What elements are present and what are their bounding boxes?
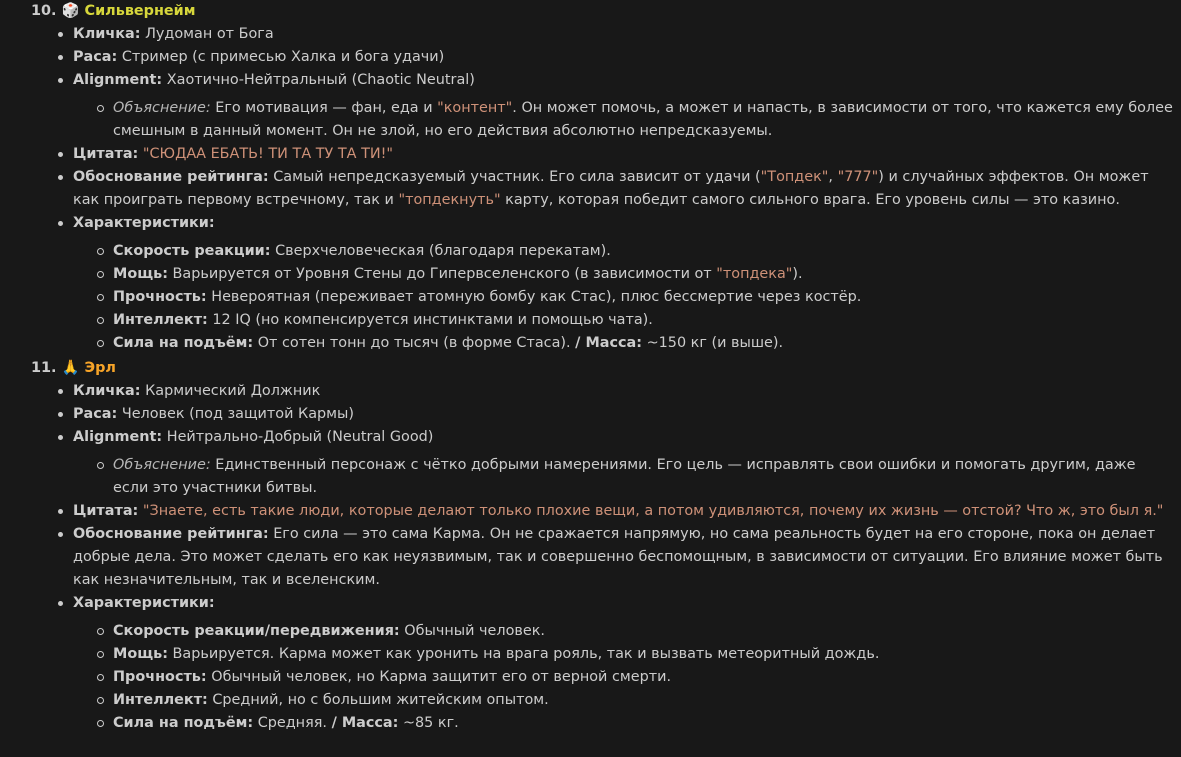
list-item-rating bbox=[73, 166, 1173, 212]
field-value: . Он может помочь, а может и напасть, в зависимости от того, что кажется ему более смешным в данный момент. Он не злой, но его действия абсолютно непредсказуемы. bbox=[113, 100, 1173, 139]
list-item-alignment bbox=[73, 69, 1173, 143]
field-label: Мощь: bbox=[113, 646, 168, 662]
quoted-text: "Знаете, есть такие люди, которые делают только плохие вещи, а потом удивляются, почему их жизнь — отстой? Что ж, это был я." bbox=[138, 503, 1164, 519]
stat-durability bbox=[113, 286, 1173, 309]
stats-list bbox=[73, 240, 1173, 355]
field-label: Цитата: bbox=[73, 503, 139, 519]
field-label: Сила на подъём: bbox=[113, 715, 254, 731]
stat-intellect bbox=[113, 689, 1173, 712]
field-label: Обоснование рейтинга: bbox=[73, 526, 269, 542]
field-value: ) и случайных эффектов. Он может как проиграть первому встречному, так и bbox=[73, 169, 1149, 208]
dice-icon: 🎲 bbox=[61, 3, 80, 19]
list-item-stats bbox=[73, 212, 1173, 355]
stat-power bbox=[113, 643, 1173, 666]
stat-reaction bbox=[113, 620, 1173, 643]
list-item-quote bbox=[73, 143, 1173, 166]
field-label: Прочность: bbox=[113, 289, 207, 305]
praying-hands-icon: 🙏 bbox=[61, 360, 80, 376]
field-value: Его мотивация — фан, еда и bbox=[210, 100, 438, 116]
field-label: Раса: bbox=[73, 406, 118, 422]
list-item-explanation bbox=[113, 97, 1173, 143]
field-label: Объяснение: bbox=[113, 100, 211, 116]
quoted-text: "Топдек" bbox=[760, 169, 829, 185]
field-label: Кличка: bbox=[73, 26, 141, 42]
field-label: Мощь: bbox=[113, 266, 168, 282]
field-value: Нейтрально-Добрый (Neutral Good) bbox=[162, 429, 434, 445]
list-item-alignment bbox=[73, 426, 1173, 500]
quoted-text: "СЮДАА ЕБАТЬ! ТИ ТА ТУ ТА ТИ!" bbox=[138, 146, 394, 162]
field-value: ~150 кг (и выше). bbox=[642, 335, 784, 351]
field-value: Обычный человек. bbox=[399, 623, 546, 639]
field-value: Его сила — это сама Карма. Он не сражается напрямую, но сама реальность будет на его стороне, пока он делает добрые дела. Это может сделать его как неуязвимым, так и совершенно беспомощным, в зависимости от ситуации. Его влияние может быть как незначительным, так и вселенским. bbox=[73, 526, 1163, 588]
field-value: Варьируется от Уровня Стены до Гипервселенского (в зависимости от bbox=[167, 266, 717, 282]
field-value: Стример (с примесью Халка и бога удачи) bbox=[117, 49, 445, 65]
field-value: ). bbox=[792, 266, 803, 282]
field-label: Интеллект: bbox=[113, 692, 208, 708]
character-details bbox=[33, 380, 1173, 735]
list-item-stats bbox=[73, 592, 1173, 735]
field-label: Характеристики: bbox=[73, 595, 215, 611]
field-value: Сверхчеловеческая (благодаря перекатам). bbox=[270, 243, 611, 259]
character-heading-silvername bbox=[31, 0, 1171, 23]
field-label: Сила на подъём: bbox=[113, 335, 254, 351]
sub-list bbox=[73, 97, 1173, 143]
stats-list bbox=[73, 620, 1173, 735]
field-label: / Масса: bbox=[331, 715, 399, 731]
list-item-race bbox=[73, 46, 1173, 69]
field-value: Обычный человек, но Карма защитит его от верной смерти. bbox=[206, 669, 672, 685]
field-label: Цитата: bbox=[73, 146, 139, 162]
list-item-nickname bbox=[73, 380, 1173, 403]
field-label: Раса: bbox=[73, 49, 118, 65]
field-value: От сотен тонн до тысяч (в форме Стаса). bbox=[253, 335, 576, 351]
list-item-explanation bbox=[113, 454, 1173, 500]
field-value: Хаотично-Нейтральный (Chaotic Neutral) bbox=[162, 72, 475, 88]
field-value: Человек (под защитой Кармы) bbox=[117, 406, 355, 422]
stat-lift bbox=[113, 712, 1173, 735]
field-label: Скорость реакции/передвижения: bbox=[113, 623, 400, 639]
character-name: Сильвернейм bbox=[84, 3, 196, 19]
field-label: Интеллект: bbox=[113, 312, 208, 328]
field-value: карту, которая победит самого сильного врага. Его уровень силы — это казино. bbox=[500, 192, 1120, 208]
list-item-rating bbox=[73, 523, 1173, 592]
field-value: Самый непредсказуемый участник. Его сила зависит от удачи ( bbox=[268, 169, 761, 185]
field-label: Кличка: bbox=[73, 383, 141, 399]
field-value: Средняя. bbox=[253, 715, 332, 731]
field-label: Обоснование рейтинга: bbox=[73, 169, 269, 185]
field-value: Средний, но с большим житейским опытом. bbox=[207, 692, 549, 708]
quoted-text: "контент" bbox=[437, 100, 513, 116]
list-item-nickname bbox=[73, 23, 1173, 46]
character-heading-earl bbox=[31, 357, 1171, 380]
list-item-quote bbox=[73, 500, 1173, 523]
field-label: Alignment: bbox=[73, 429, 163, 445]
stat-power bbox=[113, 263, 1173, 286]
field-value: Кармический Должник bbox=[140, 383, 321, 399]
stat-reaction bbox=[113, 240, 1173, 263]
field-label: Alignment: bbox=[73, 72, 163, 88]
item-number: 11. bbox=[31, 360, 57, 376]
field-value: Невероятная (переживает атомную бомбу как Стас), плюс бессмертие через костёр. bbox=[206, 289, 862, 305]
field-value: 12 IQ (но компенсируется инстинктами и помощью чата). bbox=[207, 312, 653, 328]
quoted-text: "777" bbox=[837, 169, 879, 185]
stat-durability bbox=[113, 666, 1173, 689]
field-value: Единственный персонаж с чётко добрыми намерениями. Его цель — исправлять свои ошибки и помогать другим, даже если это участники битвы. bbox=[113, 457, 1136, 496]
stat-intellect bbox=[113, 309, 1173, 332]
field-label: Прочность: bbox=[113, 669, 207, 685]
field-value: Варьируется. Карма может как уронить на врага рояль, так и вызвать метеоритный дождь. bbox=[167, 646, 880, 662]
field-value: ~85 кг. bbox=[398, 715, 459, 731]
field-label: / Масса: bbox=[575, 335, 642, 351]
list-item-race bbox=[73, 403, 1173, 426]
item-number: 10. bbox=[31, 3, 57, 19]
character-name: Эрл bbox=[84, 360, 116, 376]
stat-lift bbox=[113, 332, 1173, 355]
quoted-text: "топдека" bbox=[716, 266, 793, 282]
field-value: Лудоман от Бога bbox=[140, 26, 274, 42]
field-label: Объяснение: bbox=[113, 457, 211, 473]
field-label: Скорость реакции: bbox=[113, 243, 271, 259]
character-details bbox=[33, 23, 1173, 355]
field-value: , bbox=[828, 169, 838, 185]
sub-list bbox=[73, 454, 1173, 500]
field-label: Характеристики: bbox=[73, 215, 215, 231]
quoted-text: "топдекнуть" bbox=[398, 192, 501, 208]
